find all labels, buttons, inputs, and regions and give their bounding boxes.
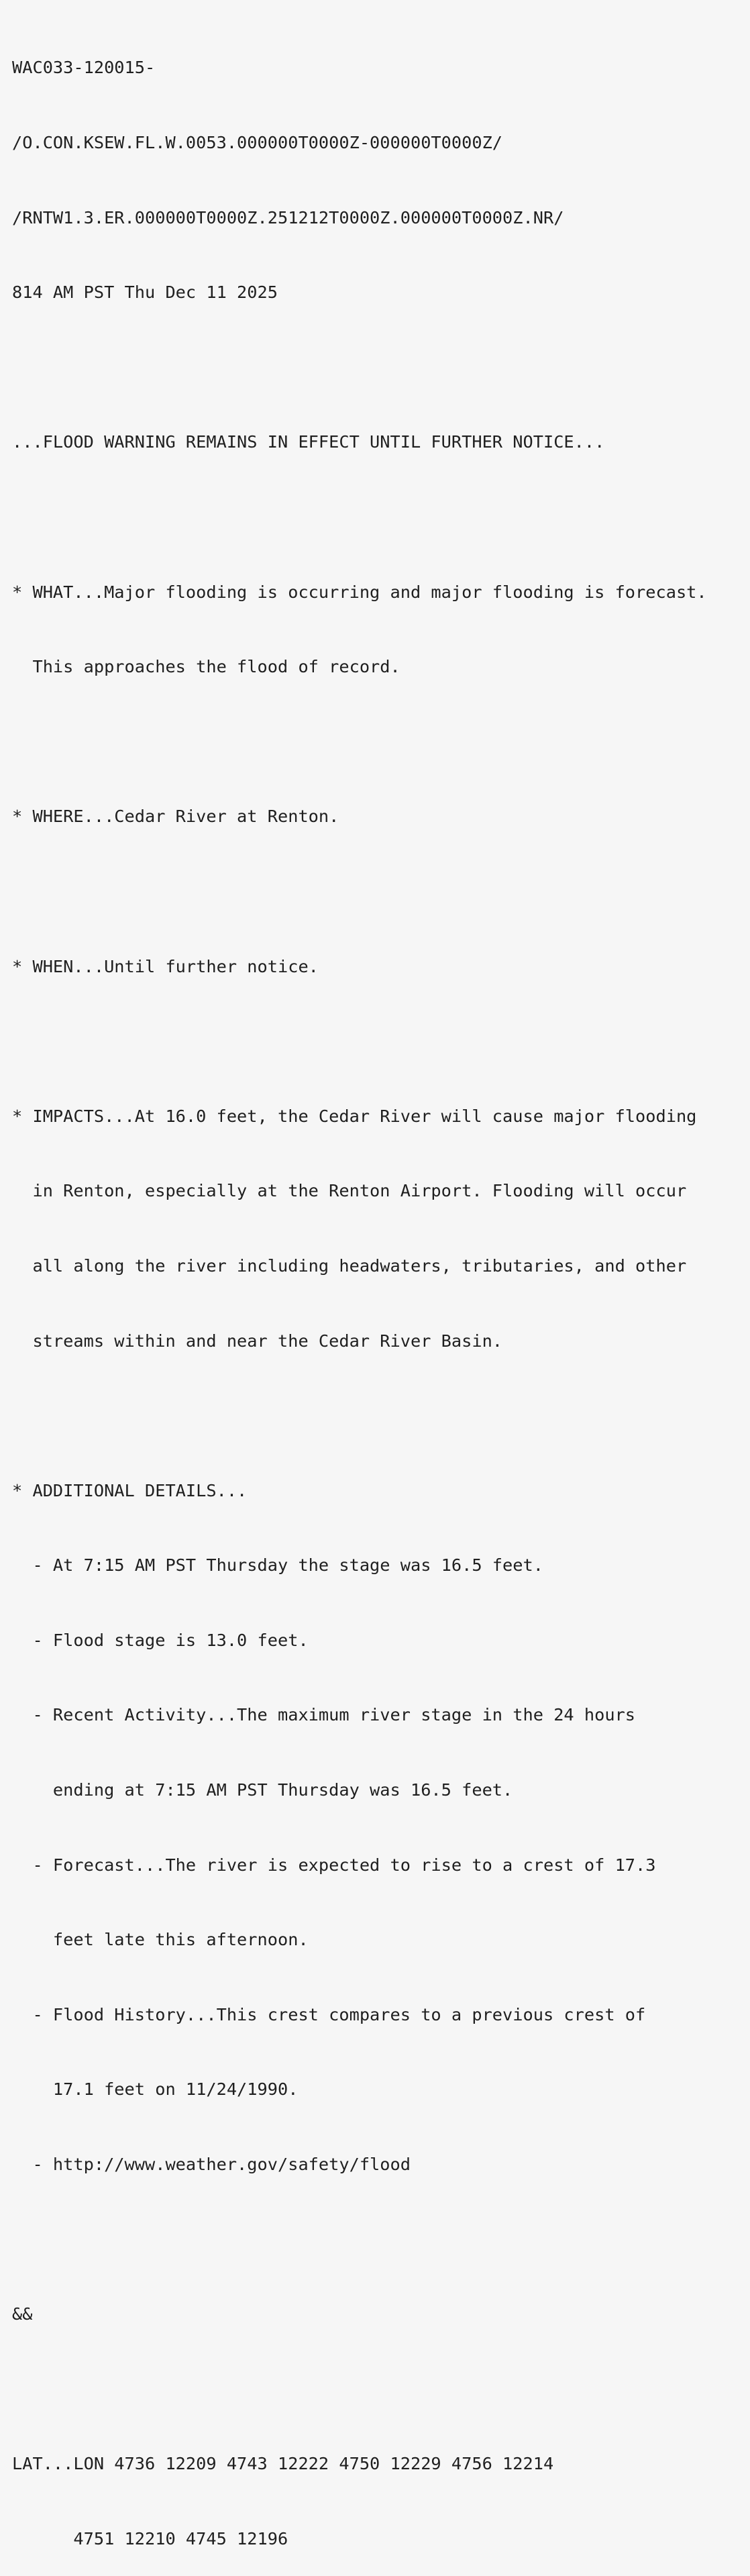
segment-terminator: &&	[12, 2304, 33, 2324]
impacts-line-1: * IMPACTS...At 16.0 feet, the Cedar River will cause major flooding	[12, 1106, 697, 1126]
warning-headline: ...FLOOD WARNING REMAINS IN EFFECT UNTIL FURTHER NOTICE...	[12, 432, 605, 452]
blank-line	[12, 1403, 707, 1428]
details-safety-url: - http://www.weather.gov/safety/flood	[12, 2155, 411, 2175]
vtec-line: /O.CON.KSEW.FL.W.0053.000000T0000Z-000000T0000Z/	[12, 133, 503, 152]
latlon-line-2: 4751 12210 4745 12196	[12, 2529, 288, 2548]
blank-line	[12, 355, 707, 380]
impacts-line-4: streams within and near the Cedar River Basin.	[12, 1331, 503, 1351]
blank-line	[12, 2377, 707, 2402]
details-current-stage: - At 7:15 AM PST Thursday the stage was 16.5 feet.	[12, 1555, 543, 1576]
what-line-2: This approaches the flood of record.	[12, 657, 400, 677]
details-forecast-2: feet late this afternoon.	[12, 1930, 309, 1950]
flood-warning-bulletin	[12, 5, 707, 2576]
details-heading: * ADDITIONAL DETAILS...	[12, 1480, 248, 1500]
latlon-line-1: LAT...LON 4736 12209 4743 12222 4750 12229 4756 12214	[12, 2454, 554, 2474]
issued-timestamp: 814 AM PST Thu Dec 11 2025	[12, 282, 278, 303]
impacts-line-3: all along the river including headwaters, tributaries, and other	[12, 1255, 687, 1276]
where-line: * WHERE...Cedar River at Renton.	[12, 807, 339, 827]
blank-line	[12, 729, 707, 754]
blank-line	[12, 879, 707, 904]
details-forecast-1: - Forecast...The river is expected to rise to a crest of 17.3	[12, 1855, 656, 1875]
hvtec-line: /RNTW1.3.ER.000000T0000Z.251212T0000Z.000000T0000Z.NR/	[12, 207, 564, 227]
details-recent-activity-1: - Recent Activity...The maximum river stage in the 24 hours	[12, 1705, 636, 1725]
impacts-line-2: in Renton, especially at the Renton Airport. Flooding will occur	[12, 1181, 687, 1201]
details-flood-stage: - Flood stage is 13.0 feet.	[12, 1630, 309, 1650]
details-recent-activity-2: ending at 7:15 AM PST Thursday was 16.5 feet.	[12, 1780, 513, 1800]
what-line-1: * WHAT...Major flooding is occurring and major flooding is forecast.	[12, 582, 707, 602]
details-flood-history-1: - Flood History...This crest compares to a previous crest of	[12, 2004, 646, 2024]
blank-line	[12, 1029, 707, 1053]
zone-code-line: WAC033-120015-	[12, 58, 156, 78]
blank-line	[12, 505, 707, 529]
when-line: * WHEN...Until further notice.	[12, 956, 319, 976]
blank-line	[12, 2227, 707, 2252]
details-flood-history-2: 17.1 feet on 11/24/1990.	[12, 2079, 299, 2100]
